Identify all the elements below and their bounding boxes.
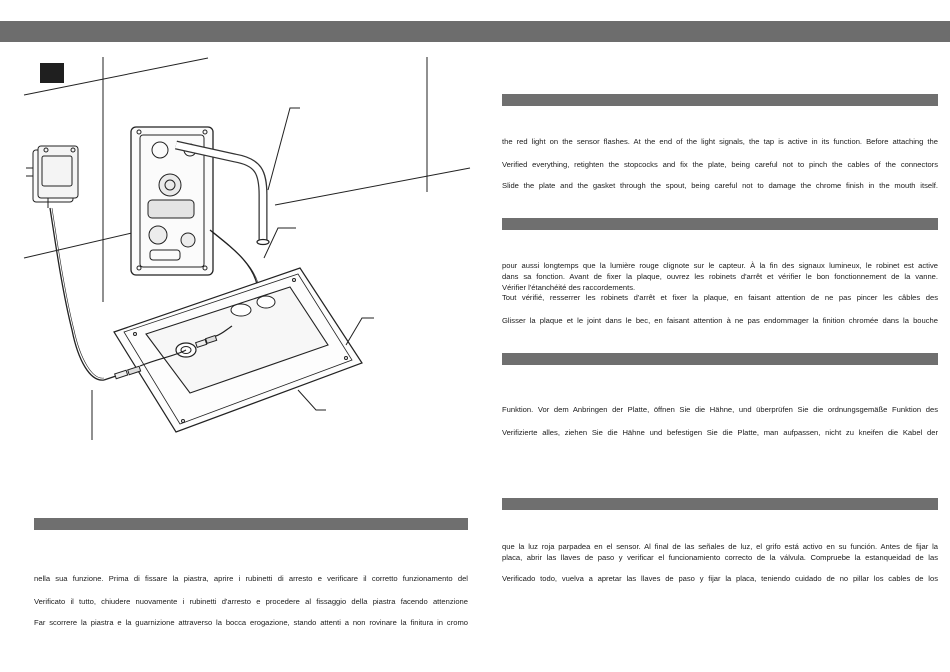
section-bar-italian <box>34 518 468 530</box>
french-text-line: dans sa fonction. Avant de fixer la plaque, ouvrez les robinets d'arrêt et vérifier le bon fonctionnement de la vanne. <box>502 272 938 281</box>
italian-text-line: Far scorrere la piastra e la guarnizione attraverso la bocca erogazione, stando attenti a non rovinare la finitura in cromo <box>34 618 468 627</box>
spanish-text-line: Verificado todo, vuelva a apretar las llaves de paso y fijar la placa, teniendo cuidado de no pillar los cables de los <box>502 574 938 583</box>
spanish-text-line: que la luz roja parpadea en el sensor. Al final de las señales de luz, el grifo está activo en su función. Antes de fijar la <box>502 542 938 551</box>
french-text-line: Vérifier l'étanchéité des raccordements. <box>502 283 636 292</box>
section-bar-french <box>502 218 938 230</box>
installation-diagram <box>0 42 480 462</box>
leader-line-plate <box>346 318 374 345</box>
french-text-line: pour aussi longtemps que la lumière rouge clignote sur le capteur. À la fin des signaux lumineux, le robinet est active <box>502 261 938 270</box>
leader-line-spout <box>268 108 300 190</box>
english-text-line: the red light on the sensor flashes. At the end of the light signals, the tap is active in its function. Before attaching the <box>502 137 938 146</box>
sensor-box <box>26 146 78 208</box>
section-bar-german <box>502 353 938 365</box>
section-bar-english <box>502 94 938 106</box>
header-bar <box>0 21 950 42</box>
italian-text-line: nella sua funzione. Prima di fissare la piastra, aprire i rubinetti di arresto e verificare il corretto funzionamento del <box>34 574 468 583</box>
french-text-line: Tout vérifié, resserrer les robinets d'arrêt et fixer la plaque, en faisant attention de ne pas pincer les câbles des <box>502 293 938 302</box>
section-bar-spanish <box>502 498 938 510</box>
german-text-line: Funktion. Vor dem Anbringen der Platte, öffnen Sie die Hähne, und überprüfen Sie die ordnungsgemäße Funktion des <box>502 405 938 414</box>
base-plate <box>114 268 362 432</box>
english-text-line: Verified everything, retighten the stopcocks and fix the plate, being careful not to pinch the cables of the connectors <box>502 160 938 169</box>
wall-floor-line <box>275 168 470 205</box>
english-text-line: Slide the plate and the gasket through the spout, being careful not to damage the chrome finish in the mouth itself. <box>502 181 938 190</box>
wall-lower-line <box>24 232 136 258</box>
german-text-line: Verifizierte alles, ziehen Sie die Hähne und befestigen Sie die Platte, man aufpassen, nicht zu kneifen die Kabel der <box>502 428 938 437</box>
leader-line-gasket <box>298 390 326 410</box>
french-text-line: Glisser la plaque et le joint dans le bec, en faisant attention à ne pas endommager la finition chromée dans la bouche <box>502 316 938 325</box>
spanish-text-line: placa, abrir las llaves de paso y verificar el funcionamiento correcto de la válvula. Compruebe la estanqueidad de las <box>502 553 938 562</box>
wall-edge-line <box>24 58 208 95</box>
italian-text-line: Verificato il tutto, chiudere nuovamente i rubinetti d'arresto e procedere al fissaggio della piastra facendo attenzione <box>34 597 468 606</box>
